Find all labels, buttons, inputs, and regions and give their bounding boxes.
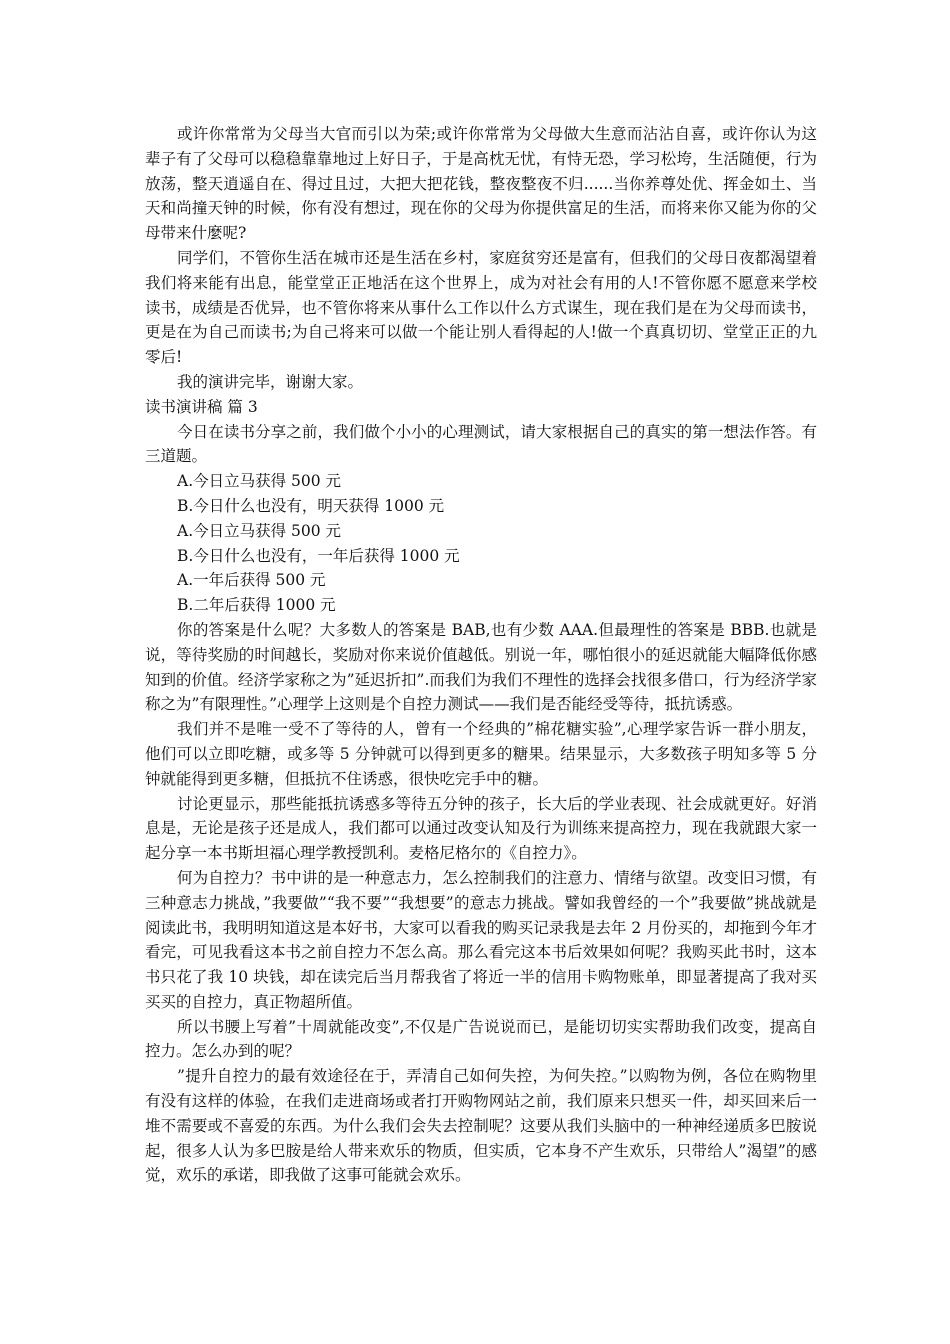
quiz-option: B.今日什么也没有，一年后获得 1000 元 — [177, 546, 460, 565]
document-body — [145, 122, 817, 1188]
quiz-option: B.二年后获得 1000 元 — [177, 596, 336, 615]
paragraph: 同学们，不管你生活在城市还是生活在乡村，家庭贫穷还是富有，但我们的父母日夜都渴望着我们将来能有出息，能堂堂正正地活在这个世界上，成为对社会有用的人!不管你愿不愿意来学校读书，成绩是否优异，也不管你将来从事什么工作以什么方式谋生，现在我们是在为父母而读书，更是在为自己而读书;为自己将来可以做一个能让别人看得起的人!做一个真真切切、堂堂正正的九零后! — [145, 248, 817, 367]
quiz-option: B.今日什么也没有，明天获得 1000 元 — [177, 496, 445, 515]
section-heading: 读书演讲稿 篇 3 — [145, 397, 258, 416]
quiz-option: A.今日立马获得 500 元 — [177, 521, 342, 540]
paragraph: 你的答案是什么呢？大多数人的答案是 BAB,也有少数 AAA.但最理性的答案是 BBB.也就是说，等待奖励的时间越长，奖励对你来说价值越低。别说一年，哪怕很小的延迟就能大幅降低你感知到的价值。经济学家称之为”延迟折扣”.而我们为我们不理性的选择会找很多借口，行为经济学家称之为”有限理性。”心理学上这则是个自控力测试——我们是否能经受等待，抵抗诱惑。 — [145, 620, 817, 714]
paragraph: ”提升自控力的最有效途径在于，弄清自己如何失控，为何失控。”以购物为例，各位在购物里有没有这样的体验，在我们走进商场或者打开购物网站之前，我们原来只想买一件，却买回来后一堆不需要或不喜爱的东西。为什么我们会失去控制呢？这要从我们头脑中的一种神经递质多巴胺说起，很多人认为多巴胺是给人带来欢乐的物质，但实质，它本身不产生欢乐，只带给人”渴望”的感觉，欢乐的承诺，即我做了这事可能就会欢乐。 — [145, 1067, 817, 1185]
paragraph: 或许你常常为父母当大官而引以为荣;或许你常常为父母做大生意而沾沾自喜，或许你认为这辈子有了父母可以稳稳靠靠地过上好日子，于是高枕无忧，有恃无恐，学习松垮，生活随便，行为放荡，整天逍遥自在、得过且过，大把大把花钱，整夜整夜不归......当你养尊处优、挥金如土、当天和尚撞天钟的时候，你有没有想过，现在你的父母为你提供富足的生活，而将来你又能为你的父母带来什麼呢? — [145, 125, 817, 243]
paragraph: 所以书腰上写着”十周就能改变”,不仅是广告说说而已，是能切切实实帮助我们改变，提高自控力。怎么办到的呢？ — [145, 1017, 817, 1061]
quiz-option: A.一年后获得 500 元 — [177, 571, 326, 590]
paragraph: 我的演讲完毕，谢谢大家。 — [177, 372, 364, 391]
paragraph: 何为自控力？书中讲的是一种意志力，怎么控制我们的注意力、情绪与欲望。改变旧习惯，有三种意志力挑战，”我要做”“我不要”“我想要”的意志力挑战。譬如我曾经的一个”我要做”挑战就是阅读此书，我明明知道这是本好书，大家可以看我的购买记录我是去年 2 月份买的，却拖到今年才看完，可见我看这本书之前自控力不怎么高。那么看完这本书后效果如何呢？我购买此书时，这本书只花了我 10 块钱，却在读完后当月帮我省了将近一半的信用卡购物账单，即显著提高了我对买买买的自控力，真正物超所值。 — [145, 868, 817, 1011]
paragraph: 我们并不是唯一受不了等待的人，曾有一个经典的”棉花糖实验”,心理学家告诉一群小朋友，他们可以立即吃糖，或多等 5 分钟就可以得到更多的糖果。结果显示，大多数孩子明知多等 5 分钟就能得到更多糖，但抵抗不住诱惑，很快吃完手中的糖。 — [145, 720, 817, 788]
paragraph: 今日在读书分享之前，我们做个小小的心理测试，请大家根据自己的真实的第一想法作答。有三道题。 — [145, 422, 817, 466]
paragraph: 讨论更显示，那些能抵抗诱惑多等待五分钟的孩子，长大后的学业表现、社会成就更好。好消息是，无论是孩子还是成人，我们都可以通过改变认知及行为训练来提高控力，现在我就跟大家一起分享一本书斯坦福心理学教授凯利。麦格尼格尔的《自控力》。 — [145, 794, 817, 863]
quiz-option: A.今日立马获得 500 元 — [177, 472, 342, 491]
